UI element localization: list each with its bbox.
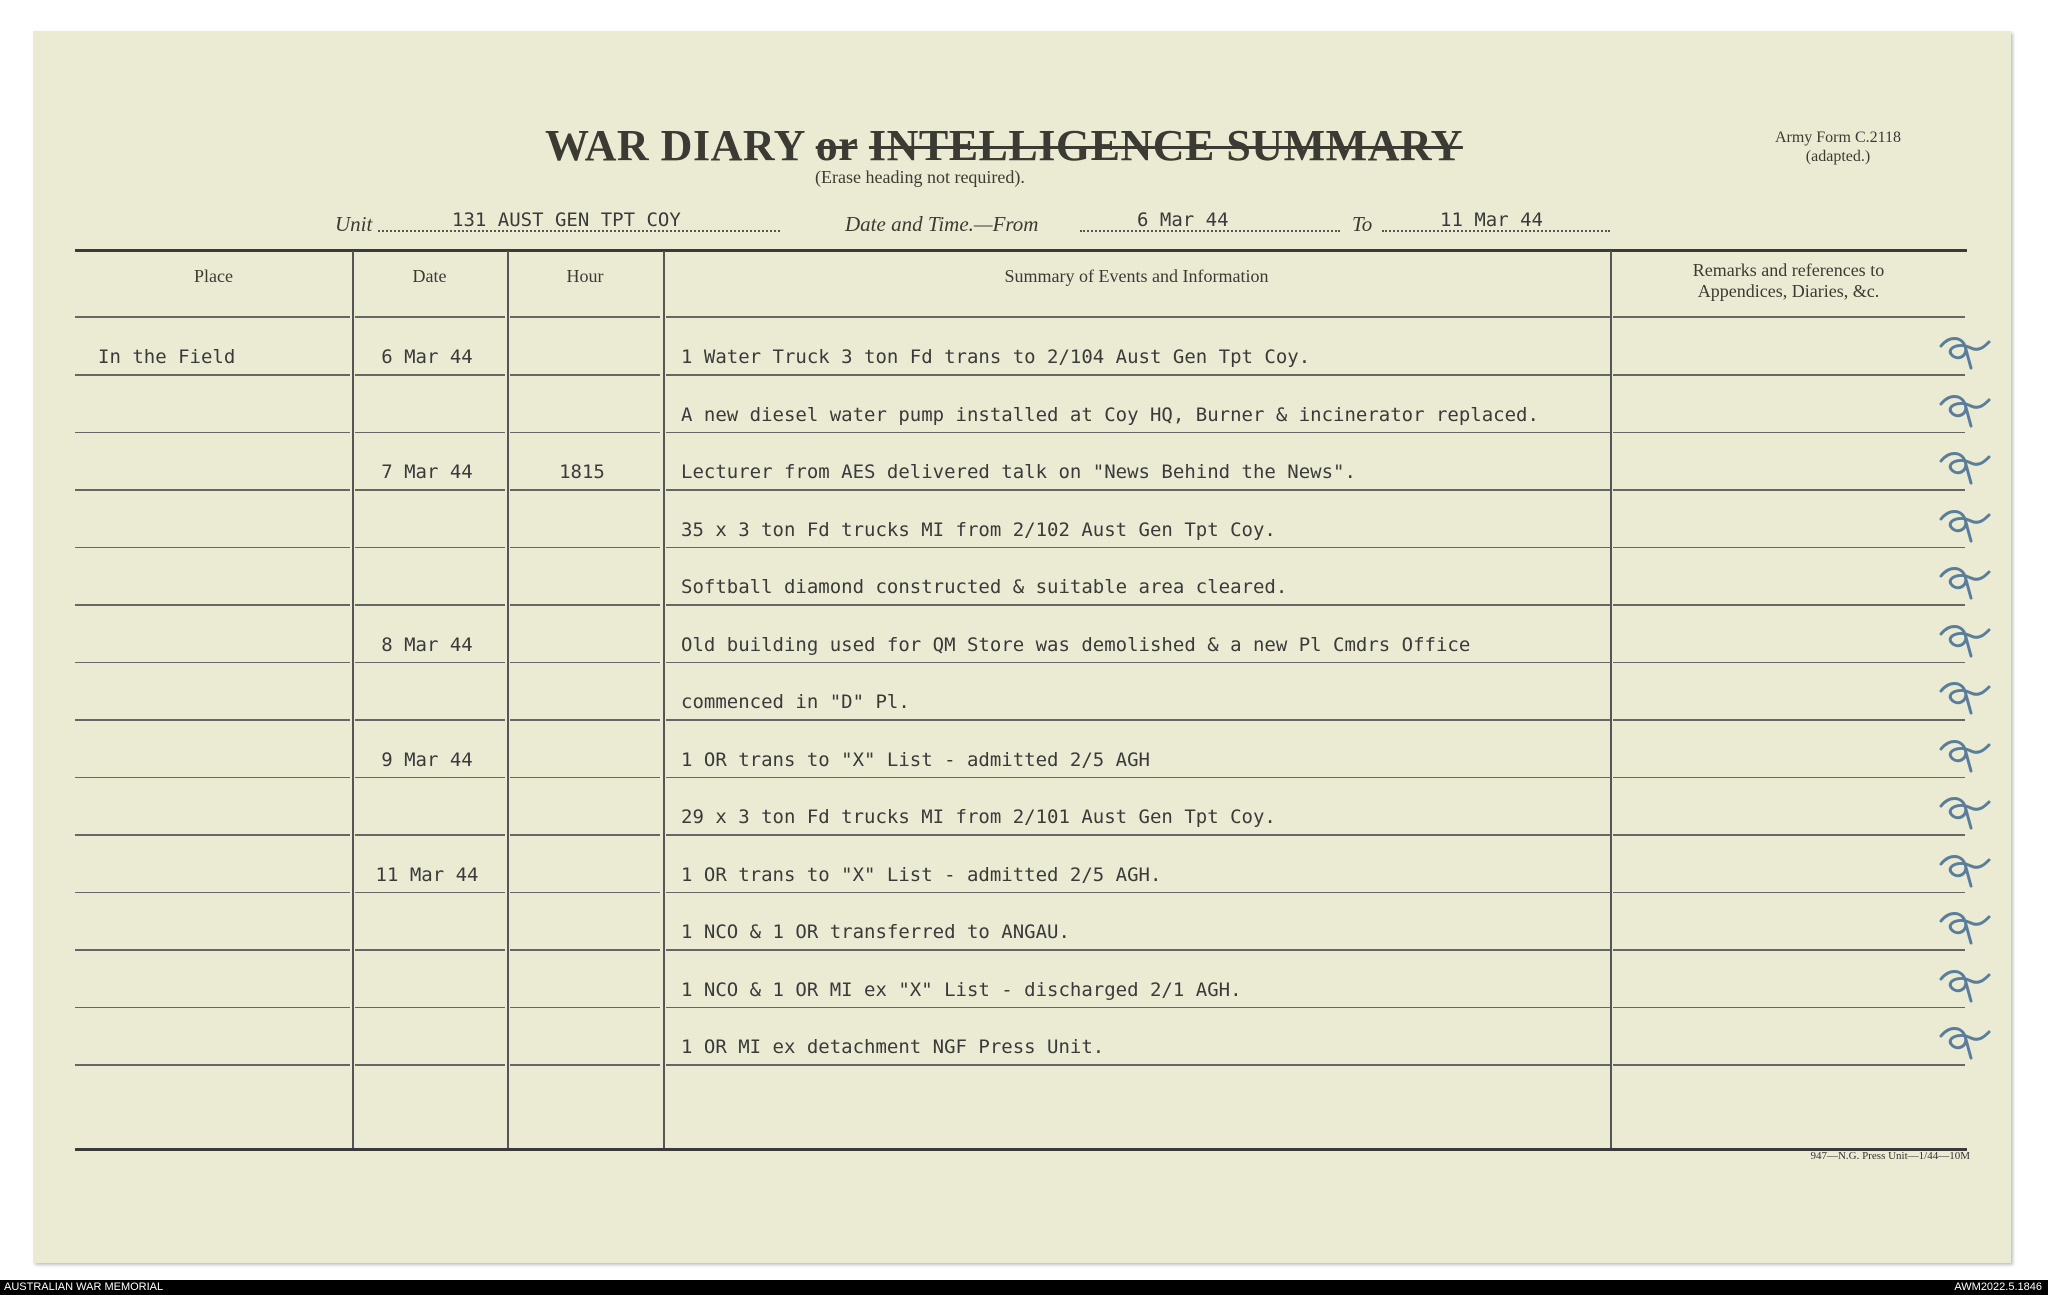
form-title bbox=[545, 120, 1463, 171]
row-rule bbox=[666, 547, 1610, 549]
row-rule bbox=[1613, 777, 1965, 779]
row-rule bbox=[1613, 547, 1965, 549]
col-head-place: Place bbox=[194, 266, 233, 286]
row-rule bbox=[1613, 892, 1965, 894]
unit-value: 131 AUST GEN TPT COY bbox=[452, 209, 681, 231]
tick-mark-icon bbox=[1935, 965, 1995, 1005]
tick-mark-icon bbox=[1935, 1022, 1995, 1062]
row-rule bbox=[510, 432, 660, 434]
row-rule bbox=[666, 374, 1610, 376]
row-rule bbox=[510, 547, 660, 549]
row-11-summary: 1 NCO & 1 OR transferred to ANGAU. bbox=[681, 921, 1070, 943]
row-rule bbox=[666, 489, 1610, 491]
row-12-summary: 1 NCO & 1 OR MI ex "X" List - discharged 2/1 AGH. bbox=[681, 978, 1242, 1001]
row-10-summary: 1 OR trans to "X" List - admitted 2/5 AGH. bbox=[681, 863, 1162, 886]
row-rule bbox=[666, 1007, 1610, 1009]
tick-mark-icon bbox=[1935, 447, 1995, 487]
row-rule bbox=[666, 892, 1610, 894]
row-9-summary: 29 x 3 ton Fd trucks MI from 2/101 Aust Gen Tpt Coy. bbox=[681, 806, 1276, 828]
row-3-date: 7 Mar 44 bbox=[381, 461, 473, 483]
row-rule bbox=[1613, 489, 1965, 491]
row-rule bbox=[75, 432, 350, 434]
row-rule bbox=[355, 1007, 505, 1009]
row-rule bbox=[666, 719, 1610, 721]
army-form-number: Army Form C.2118 bbox=[1774, 129, 1902, 146]
row-8-summary: 1 OR trans to "X" List - admitted 2/5 AGH bbox=[681, 748, 1150, 771]
archive-name: AUSTRALIAN WAR MEMORIAL bbox=[4, 1281, 164, 1293]
row-3-summary: Lecturer from AES delivered talk on "News Behind the News". bbox=[681, 461, 1356, 483]
row-rule bbox=[510, 834, 660, 836]
row-rule bbox=[510, 892, 660, 894]
col-divider-hour-summary bbox=[663, 251, 665, 1148]
archive-accession: AWM2022.5.1846 bbox=[1954, 1281, 2042, 1293]
tick-mark-icon bbox=[1935, 735, 1995, 775]
row-rule bbox=[510, 777, 660, 779]
row-6-date: 8 Mar 44 bbox=[381, 633, 473, 656]
row-4-summary: 35 x 3 ton Fd trucks MI from 2/102 Aust Gen Tpt Coy. bbox=[681, 518, 1276, 541]
tick-mark-icon bbox=[1935, 850, 1995, 890]
row-rule bbox=[355, 489, 505, 491]
row-rule bbox=[355, 834, 505, 836]
row-rule bbox=[355, 604, 505, 606]
row-rule bbox=[666, 604, 1610, 606]
row-rule bbox=[355, 547, 505, 549]
row-rule bbox=[1613, 374, 1965, 376]
col-head-hour: Hour bbox=[566, 266, 604, 286]
row-rule bbox=[1613, 1007, 1965, 1009]
row-rule bbox=[355, 1064, 505, 1066]
row-rule bbox=[355, 892, 505, 894]
table-top-rule bbox=[75, 249, 1967, 252]
row-rule bbox=[1613, 834, 1965, 836]
row-rule bbox=[1613, 719, 1965, 721]
row-rule bbox=[75, 892, 350, 894]
row-rule bbox=[75, 1064, 350, 1066]
row-rule bbox=[510, 374, 660, 376]
army-form-adapted: (adapted.) bbox=[1805, 148, 1871, 165]
row-rule bbox=[75, 1007, 350, 1009]
row-rule bbox=[666, 777, 1610, 779]
print-code: 947—N.G. Press Unit—1/44—10M bbox=[1810, 1150, 1970, 1162]
unit-label: Unit bbox=[335, 212, 373, 236]
row-1-summary: 1 Water Truck 3 ton Fd trans to 2/104 Aust Gen Tpt Coy. bbox=[681, 346, 1311, 368]
date-time-label: Date and Time.—From bbox=[845, 212, 1039, 236]
header-rule bbox=[510, 316, 660, 318]
tick-mark-icon bbox=[1935, 620, 1995, 660]
row-rule bbox=[75, 719, 350, 721]
row-10-date: 11 Mar 44 bbox=[375, 863, 479, 886]
row-rule bbox=[510, 604, 660, 606]
row-13-summary: 1 OR MI ex detachment NGF Press Unit. bbox=[681, 1036, 1105, 1058]
title-intelligence-summary-struck: INTELLIGENCE SUMMARY bbox=[868, 121, 1463, 170]
row-rule bbox=[666, 432, 1610, 434]
row-rule bbox=[510, 489, 660, 491]
row-rule bbox=[1613, 662, 1965, 664]
row-rule bbox=[510, 1064, 660, 1066]
col-head-remarks-line2: Appendices, Diaries, &c. bbox=[1697, 281, 1880, 301]
row-rule bbox=[75, 604, 350, 606]
row-rule bbox=[355, 432, 505, 434]
tick-mark-icon bbox=[1935, 792, 1995, 832]
row-1-place: In the Field bbox=[98, 346, 236, 368]
row-rule bbox=[666, 834, 1610, 836]
row-rule bbox=[510, 949, 660, 951]
row-rule bbox=[510, 1007, 660, 1009]
row-6-summary: Old building used for QM Store was demolished & a new Pl Cmdrs Office bbox=[681, 633, 1471, 656]
row-rule bbox=[1613, 604, 1965, 606]
tick-mark-icon bbox=[1935, 505, 1995, 545]
tick-mark-icon bbox=[1935, 562, 1995, 602]
row-rule bbox=[355, 949, 505, 951]
row-rule bbox=[355, 374, 505, 376]
tick-mark-icon bbox=[1935, 677, 1995, 717]
col-head-date: Date bbox=[412, 266, 447, 286]
row-rule bbox=[75, 834, 350, 836]
col-divider-place-date bbox=[352, 251, 354, 1148]
row-rule bbox=[75, 547, 350, 549]
col-head-remarks bbox=[1610, 260, 1967, 302]
to-label: To bbox=[1352, 212, 1373, 236]
row-rule bbox=[75, 777, 350, 779]
title-main: WAR DIARY bbox=[545, 121, 805, 170]
row-rule bbox=[1613, 1064, 1965, 1066]
header-rule bbox=[355, 316, 505, 318]
row-7-summary: commenced in "D" Pl. bbox=[681, 691, 910, 713]
header-rule bbox=[1613, 316, 1965, 318]
row-rule bbox=[75, 662, 350, 664]
tick-mark-icon bbox=[1935, 390, 1995, 430]
row-rule bbox=[666, 949, 1610, 951]
title-or-struck: or bbox=[815, 121, 858, 170]
row-rule bbox=[75, 489, 350, 491]
title-subtitle: (Erase heading not required). bbox=[815, 167, 1025, 187]
row-rule bbox=[1613, 432, 1965, 434]
header-rule bbox=[666, 316, 1610, 318]
row-rule bbox=[510, 719, 660, 721]
header-rule bbox=[75, 316, 350, 318]
tick-mark-icon bbox=[1935, 907, 1995, 947]
archive-footer bbox=[0, 1280, 2048, 1295]
row-rule bbox=[666, 662, 1610, 664]
row-rule bbox=[510, 662, 660, 664]
col-head-summary: Summary of Events and Information bbox=[1004, 266, 1269, 286]
row-rule bbox=[355, 719, 505, 721]
row-1-date: 6 Mar 44 bbox=[381, 346, 473, 368]
row-rule bbox=[666, 1064, 1610, 1066]
army-form-id bbox=[1758, 128, 1918, 166]
row-rule bbox=[355, 777, 505, 779]
row-rule bbox=[75, 949, 350, 951]
tick-mark-icon bbox=[1935, 332, 1995, 372]
col-divider-date-hour bbox=[507, 251, 509, 1148]
date-from-value: 6 Mar 44 bbox=[1137, 209, 1229, 231]
row-8-date: 9 Mar 44 bbox=[381, 748, 473, 771]
table-bottom-rule bbox=[75, 1148, 1967, 1151]
row-5-summary: Softball diamond constructed & suitable area cleared. bbox=[681, 576, 1288, 598]
date-to-value: 11 Mar 44 bbox=[1440, 209, 1543, 231]
row-rule bbox=[355, 662, 505, 664]
row-2-summary: A new diesel water pump installed at Coy HQ, Burner & incinerator replaced. bbox=[681, 403, 1539, 426]
row-rule bbox=[75, 374, 350, 376]
row-rule bbox=[1613, 949, 1965, 951]
row-3-hour: 1815 bbox=[559, 461, 605, 483]
col-head-remarks-line1: Remarks and references to bbox=[1692, 260, 1885, 280]
